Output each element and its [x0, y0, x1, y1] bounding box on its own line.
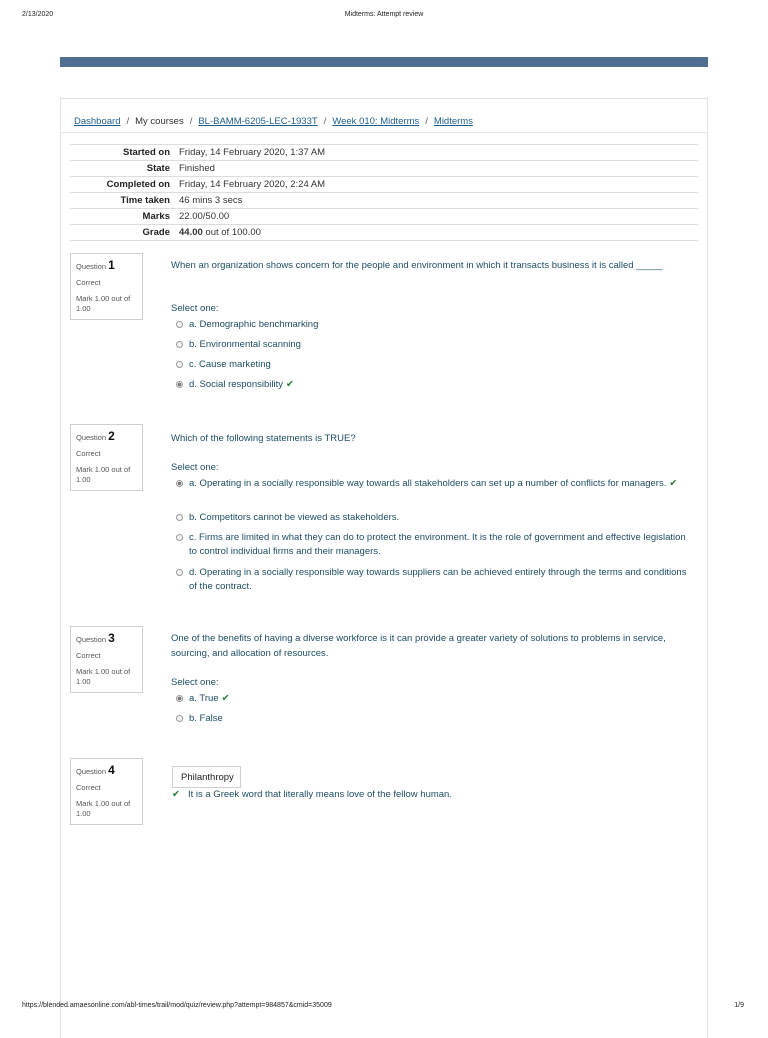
check-icon: ✔ — [669, 478, 678, 489]
summary-value: 46 mins 3 secs — [179, 193, 698, 209]
summary-value: Friday, 14 February 2020, 1:37 AM — [179, 145, 698, 161]
question-info-2 — [70, 424, 143, 491]
select-one-prompt: Select one: — [171, 677, 219, 688]
footer-page-number: 1/9 — [734, 1002, 744, 1009]
q2-option-b[interactable] — [176, 511, 696, 525]
question-info-4 — [70, 758, 143, 825]
question-2-text: Which of the following statements is TRUE? — [171, 433, 356, 444]
breadcrumb-separator: / — [425, 116, 428, 127]
q1-option-d[interactable] — [176, 378, 696, 392]
summary-label: Started on — [70, 145, 179, 161]
q3-option-a[interactable] — [176, 692, 696, 706]
question-status: Correct — [76, 783, 101, 792]
answer-feedback — [172, 789, 452, 800]
check-icon: ✔ — [286, 379, 294, 390]
radio-button[interactable] — [176, 569, 183, 576]
summary-row — [70, 145, 698, 161]
question-status: Correct — [76, 278, 101, 287]
q2-option-c[interactable] — [176, 531, 696, 559]
question-label: Question — [76, 767, 107, 776]
question-mark: Mark 1.00 out of 1.00 — [76, 799, 131, 818]
q2-option-d[interactable] — [176, 566, 696, 594]
q1-option-b[interactable] — [176, 338, 696, 352]
radio-button-selected[interactable] — [176, 381, 183, 388]
radio-button[interactable] — [176, 361, 183, 368]
question-status: Correct — [76, 651, 101, 660]
radio-button[interactable] — [176, 514, 183, 521]
summary-label: Time taken — [70, 193, 179, 209]
summary-label: Completed on — [70, 177, 179, 193]
summary-value: Finished — [179, 161, 698, 177]
radio-button-selected[interactable] — [176, 480, 183, 487]
radio-button[interactable] — [176, 321, 183, 328]
question-number: 2 — [108, 429, 115, 443]
option-label: a. True — [189, 693, 219, 704]
question-mark: Mark 1.00 out of 1.00 — [76, 294, 131, 313]
summary-label: Marks — [70, 209, 179, 225]
radio-button-selected[interactable] — [176, 695, 183, 702]
breadcrumb-my-courses: My courses — [135, 116, 184, 127]
option-label: b. False — [189, 713, 223, 724]
summary-row — [70, 209, 698, 225]
question-label: Question — [76, 433, 107, 442]
summary-row — [70, 225, 698, 241]
question-info-3 — [70, 626, 143, 693]
question-label: Question — [76, 262, 107, 271]
option-label: d. Social responsibility — [189, 379, 283, 390]
grade-out-of: out of 100.00 — [202, 227, 261, 238]
summary-row — [70, 177, 698, 193]
question-number: 4 — [108, 763, 115, 777]
question-3-text: One of the benefits of having a diverse workforce is it can provide a greater variety of solutions to problems in service, sourcing, and allocation of resources. — [171, 633, 666, 659]
check-icon: ✔ — [172, 789, 180, 800]
summary-value — [179, 225, 698, 241]
summary-label: State — [70, 161, 179, 177]
print-title: Midterms: Attempt review — [344, 11, 424, 18]
feedback-text: It is a Greek word that literally means love of the fellow human. — [187, 789, 452, 800]
option-label: a. Demographic benchmarking — [189, 319, 319, 330]
select-one-prompt: Select one: — [171, 303, 219, 314]
select-one-prompt: Select one: — [171, 462, 219, 473]
breadcrumb-midterms[interactable]: Midterms — [433, 116, 473, 127]
breadcrumb-separator: / — [126, 116, 130, 127]
question-number: 1 — [108, 258, 115, 272]
option-label: a. Operating in a socially responsible way towards all stakeholders can set up a number of conflicts for managers. — [189, 478, 667, 489]
radio-button[interactable] — [176, 341, 183, 348]
breadcrumb-separator: / — [323, 116, 327, 127]
question-label: Question — [76, 635, 107, 644]
grade-value: 44.00 — [179, 227, 203, 238]
print-date: 2/13/2020 — [22, 11, 54, 18]
q1-option-c[interactable] — [176, 358, 696, 372]
summary-row — [70, 193, 698, 209]
option-label: c. Firms are limited in what they can do to protect the environment. It is the role of government and effective legislation to control individual firms and their managers. — [189, 532, 686, 557]
radio-button[interactable] — [176, 715, 183, 722]
option-label: b. Competitors cannot be viewed as stakeholders. — [189, 512, 400, 523]
question-mark: Mark 1.00 out of 1.00 — [76, 465, 131, 484]
question-info-1 — [70, 253, 143, 320]
breadcrumb-divider — [60, 132, 708, 133]
question-status: Correct — [76, 449, 101, 458]
breadcrumb-dashboard[interactable]: Dashboard — [74, 116, 121, 127]
option-label: c. Cause marketing — [189, 359, 271, 370]
q1-option-a[interactable] — [176, 318, 696, 332]
attempt-summary-table — [70, 144, 698, 241]
q3-option-b[interactable] — [176, 712, 696, 726]
summary-value: Friday, 14 February 2020, 2:24 AM — [179, 177, 698, 193]
header-bar — [60, 57, 708, 67]
check-icon: ✔ — [221, 693, 230, 704]
question-number: 3 — [108, 631, 115, 645]
summary-label: Grade — [70, 225, 179, 241]
option-label: d. Operating in a socially responsible way towards suppliers can be achieved entirely through the terms and conditions of the contract. — [189, 567, 687, 592]
answer-input[interactable]: Philanthropy — [172, 766, 241, 788]
question-1-text: When an organization shows concern for the people and environment in which it transacts business it is called _____ — [171, 260, 663, 271]
option-label: b. Environmental scanning — [189, 339, 301, 350]
question-mark: Mark 1.00 out of 1.00 — [76, 667, 131, 686]
footer-url: https://blended.amaesonline.com/abl-times/trail/mod/quiz/review.php?attempt=984857&cmid=35009 — [22, 1002, 332, 1009]
breadcrumb-course[interactable]: BL-BAMM-6205-LEC-1933T — [198, 116, 318, 127]
breadcrumb — [74, 116, 473, 127]
breadcrumb-separator: / — [189, 116, 193, 127]
radio-button[interactable] — [176, 534, 183, 541]
q2-option-a[interactable] — [176, 477, 696, 491]
breadcrumb-week[interactable]: Week 010: Midterms — [332, 116, 420, 127]
summary-row — [70, 161, 698, 177]
summary-value: 22.00/50.00 — [179, 209, 698, 225]
